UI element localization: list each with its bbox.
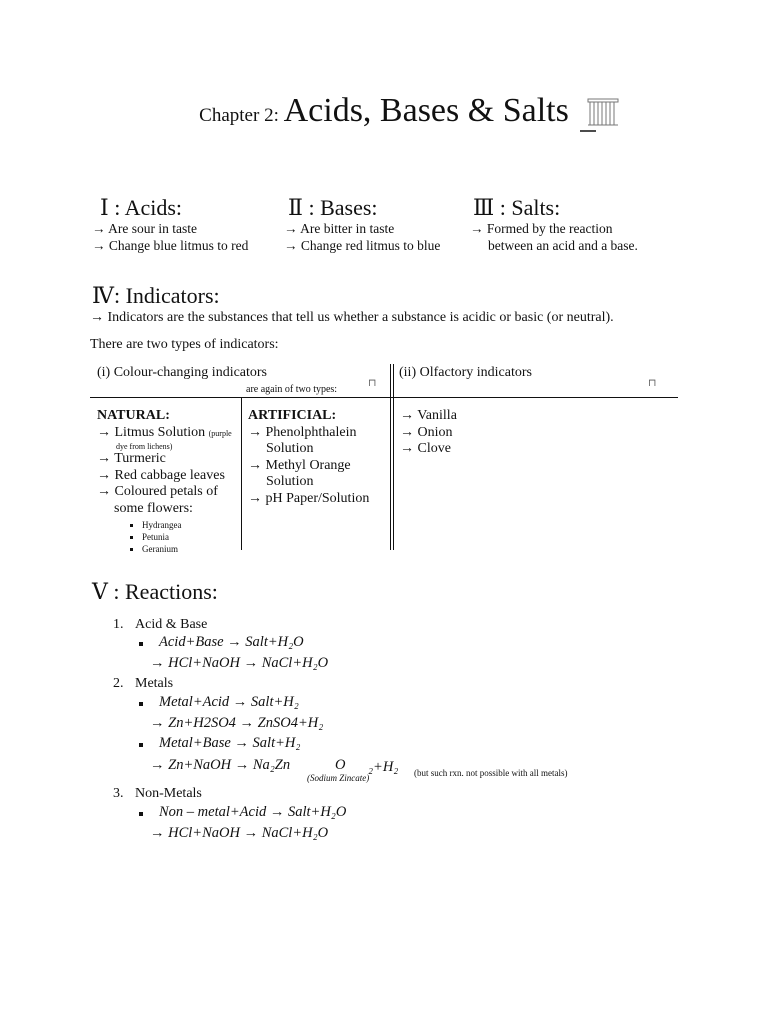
natural-item: → Coloured petals of <box>97 484 218 499</box>
group-label: Acid & Base <box>135 617 208 632</box>
indicators-types-intro: There are two types of indicators: <box>90 337 279 352</box>
test-tubes-icon <box>580 97 620 133</box>
acids-line-2: → Change blue litmus to red <box>92 238 249 253</box>
col2-header: (ii) Olfactory indicators <box>399 365 532 380</box>
artificial-item: → pH Paper/Solution <box>248 490 370 506</box>
reactions-heading: Ⅴ : Reactions: <box>92 579 218 604</box>
bullet-icon <box>139 812 143 816</box>
olfactory-item: → Onion <box>400 424 453 440</box>
litmus-note: dye from lichens) <box>116 442 173 451</box>
equation-part: ₂+H₂ <box>368 759 399 775</box>
bases-line-1: → Are bitter in taste <box>284 221 395 236</box>
sodium-zincate-label: (Sodium Zincate) <box>307 773 370 783</box>
group-label: Metals <box>135 676 174 691</box>
bullet-icon <box>139 702 143 706</box>
equation: Metal+Acid → Salt+H₂ <box>159 694 299 710</box>
title-prefix: Chapter 2: <box>199 105 284 126</box>
marker-icon: ⊓ <box>368 378 377 389</box>
salts-line-1: → Formed by the reaction <box>470 221 613 236</box>
group-number: 1. <box>113 617 124 632</box>
natural-item: some flowers: <box>114 500 193 516</box>
equation: Non – metal+Acid → Salt+H₂O <box>159 804 347 820</box>
olfactory-item: → Clove <box>400 441 451 456</box>
flower-list <box>97 519 239 555</box>
artificial-item: → Phenolphthalein <box>248 424 357 440</box>
equation: → HCl+NaOH → NaCl+H₂O <box>150 655 329 671</box>
group-label: Non-Metals <box>135 786 202 801</box>
bullet-icon <box>139 743 143 747</box>
natural-item: → Red cabbage leaves <box>97 467 225 483</box>
bases-line-2: → Change red litmus to blue <box>284 238 441 253</box>
acids-heading: Ⅰ : Acids: <box>100 195 183 220</box>
table-divider <box>90 397 678 398</box>
equation: → HCl+NaOH → NaCl+H₂O <box>150 825 329 841</box>
table-vline <box>241 398 242 550</box>
col1-header: (i) Colour-changing indicators <box>97 365 268 380</box>
acids-line-1: → Are sour in taste <box>92 221 197 236</box>
artificial-cell <box>248 408 388 507</box>
reaction-note: (but such rxn. not possible with all metals) <box>414 768 568 778</box>
artificial-title: ARTIFICIAL: <box>248 408 337 423</box>
artificial-item: → Methyl Orange <box>248 457 351 473</box>
bullet-icon <box>139 642 143 646</box>
equation: Metal+Base → Salt+H₂ <box>159 735 301 751</box>
natural-title: NATURAL: <box>97 408 170 423</box>
olfactory-item: → Vanilla <box>400 408 457 423</box>
list-item: ▪ Hydrangea <box>142 519 239 531</box>
salts-heading: Ⅲ : Salts: <box>473 195 561 220</box>
equation: → Zn+NaOH → Na₂Zn <box>150 757 291 773</box>
table-vline <box>390 364 391 550</box>
page-title <box>0 92 768 130</box>
table-vline <box>393 364 394 550</box>
equation: → Zn+H2SO4 → ZnSO4+H₂ <box>150 715 324 731</box>
title-main: Acids, Bases & Salts <box>283 92 569 129</box>
equation-part: O <box>335 757 346 773</box>
artificial-item: Solution <box>266 441 314 456</box>
group-number: 2. <box>113 676 124 691</box>
group-number: 3. <box>113 786 124 801</box>
artificial-item: Solution <box>266 474 314 489</box>
litmus-note: (purple <box>208 428 232 438</box>
indicators-heading: Ⅳ: Indicators: <box>92 283 220 308</box>
marker-icon: ⊓ <box>648 378 657 389</box>
natural-item: → Litmus Solution <box>97 424 206 440</box>
olfactory-cell <box>400 408 457 458</box>
natural-cell <box>97 408 239 555</box>
list-item: ▪ Petunia <box>142 531 239 543</box>
col1-subheader: are again of two types: <box>246 384 338 395</box>
indicators-definition: → Indicators are the substances that tell us whether a substance is acidic or basic (or neutral). <box>90 310 614 325</box>
list-item: ▪ Geranium <box>142 543 239 555</box>
salts-line-2: between an acid and a base. <box>488 238 638 253</box>
bases-heading: Ⅱ : Bases: <box>288 195 378 220</box>
natural-item: → Turmeric <box>97 451 166 466</box>
equation: Acid+Base → Salt+H₂O <box>159 634 304 650</box>
